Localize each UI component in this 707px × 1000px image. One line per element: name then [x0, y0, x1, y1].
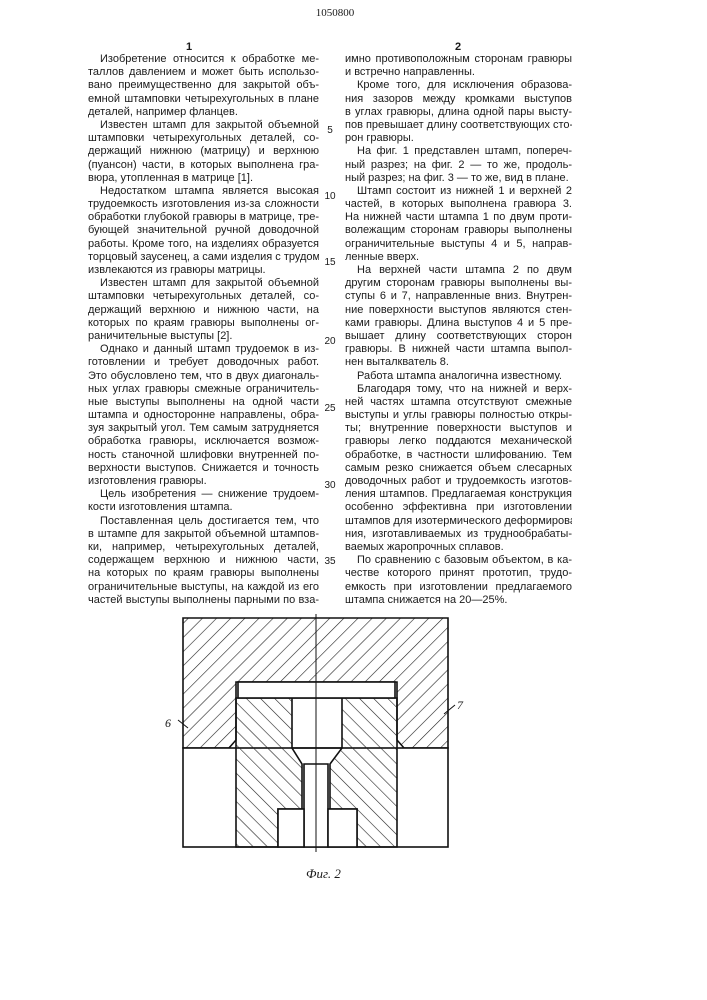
text-line: выступы и углы гравюры полностью откры-	[345, 409, 572, 422]
text-line: ней частях штампа отсутствуют смежные	[345, 396, 572, 409]
text-line: держащий нижнюю (матрицу) и верхнюю	[88, 145, 319, 158]
text-line: ления штампов. Предлагаемая конструкция	[345, 488, 572, 501]
text-line: емкость при изготовлении предлагаемого	[345, 581, 572, 594]
text-line: торцовый заусенец, а сами изделия с трудом	[88, 251, 319, 264]
text-line: обработка гравюры, исключается возмож-	[88, 435, 319, 448]
text-line: ленные вверх.	[345, 251, 572, 264]
text-line: Это обусловлено тем, что в двух диагональ-	[88, 370, 319, 383]
text-line: другим сторонам гравюры выполнены вы-	[345, 277, 572, 290]
label-7: 7	[457, 698, 463, 713]
text-line: таллов давлением и может быть использо-	[88, 66, 319, 79]
text-line: ные выступы выполнены на одной части	[88, 396, 319, 409]
text-line: раничительные выступы [2].	[88, 330, 319, 343]
text-line: Работа штампа аналогична известному.	[345, 370, 572, 383]
text-line: кости изготовления штампа.	[88, 501, 319, 514]
text-line: Поставленная цель достигается тем, что	[88, 515, 319, 528]
text-line: ваемых жаропрочных сплавов.	[345, 541, 572, 554]
text-line: ограничительные выступы, на каждой из его	[88, 581, 319, 594]
text-line: верхности выступов. Снижается и точность	[88, 462, 319, 475]
text-line: и встречно направленны.	[345, 66, 572, 79]
text-line: содержащем верхнюю и нижнюю части,	[88, 554, 319, 567]
figure-2-die-section	[150, 612, 470, 857]
column-number-left: 1	[186, 41, 192, 53]
text-line: На нижней части штампа 1 по двум проти-	[345, 211, 572, 224]
text-line: ность станочной шлифовки внутренней по-	[88, 449, 319, 462]
text-line: ограничительные выступы 4 и 5, направ-	[345, 238, 572, 251]
line-number: 35	[322, 556, 338, 567]
text-line: вюра, утопленная в матрице [1].	[88, 172, 319, 185]
text-line: волежащим сторонам гравюры выполнены	[345, 224, 572, 237]
text-line: вышает длину соответствующих сторон	[345, 330, 572, 343]
text-line: Благодаря тому, что на нижней и верх-	[345, 383, 572, 396]
text-line: вано преимущественно для закрытой объ-	[88, 79, 319, 92]
text-line: Цель изобретения — снижение трудоем-	[88, 488, 319, 501]
left-text-column	[88, 53, 319, 607]
text-line: нен выталкватель 8.	[345, 356, 572, 369]
text-line: честве которого принят прототип, трудо-	[345, 567, 572, 580]
text-line: обработке, в частности шлифованию. Тем	[345, 449, 572, 462]
text-line: гравюры легко поддаются механической	[345, 435, 572, 448]
text-line: штамповки четырехугольных деталей, со-	[88, 290, 319, 303]
line-number: 15	[322, 257, 338, 268]
text-line: Известен штамп для закрытой объемной	[88, 119, 319, 132]
text-line: штамповки четырехугольных деталей, со-	[88, 132, 319, 145]
text-line: бующей значительной ручной доводочной	[88, 224, 319, 237]
text-line: обработки глубокой гравюры в матрице, тре-	[88, 211, 319, 224]
text-line: штампа снижается на 20—25%.	[345, 594, 572, 607]
text-line: которых по краям гравюры выполнены ог-	[88, 317, 319, 330]
text-line: ками гравюры. Длина выступов 4 и 5 пре-	[345, 317, 572, 330]
text-line: извлекаются из гравюры матрицы.	[88, 264, 319, 277]
label-6: 6	[165, 716, 171, 731]
right-text-column	[345, 53, 572, 607]
text-line: на которых по краям гравюры выполнены	[88, 567, 319, 580]
text-line: ния зазоров между кромками выступов	[345, 93, 572, 106]
text-line: деталей, например фланцев.	[88, 106, 319, 119]
text-line: Недостатком штампа является высокая	[88, 185, 319, 198]
line-number: 10	[322, 191, 338, 202]
text-line: ных углах гравюры смежные ограничитель-	[88, 383, 319, 396]
text-line: самым резко снижается объем слесарных	[345, 462, 572, 475]
text-line: в углах гравюры, длина одной пары высту-	[345, 106, 572, 119]
text-line: доводочных работ и трудоемкость изготов-	[345, 475, 572, 488]
text-line: частей выступы выполнены парными по вза-	[88, 594, 319, 607]
text-line: ный разрез; на фиг. 3 — то же, вид в плане.	[345, 172, 572, 185]
text-line: пов превышает длину соответствующих сто-	[345, 119, 572, 132]
text-line: На верхней части штампа 2 по двум	[345, 264, 572, 277]
text-line: Известен штамп для закрытой объемной	[88, 277, 319, 290]
support-block	[278, 809, 304, 847]
line-number: 30	[322, 480, 338, 491]
text-line: Однако и данный штамп трудоемок в из-	[88, 343, 319, 356]
text-line: Штамп состоит из нижней 1 и верхней 2	[345, 185, 572, 198]
text-line: зуя закрытый угол. Тем самым затрудняется	[88, 422, 319, 435]
text-line: частей, в которых выполнена гравюра 3.	[345, 198, 572, 211]
text-line: трудоемкость изготовления из-за сложности	[88, 198, 319, 211]
text-line: ния, изготавливаемых из труднообрабаты-	[345, 528, 572, 541]
text-line: работы. Кроме того, на изделиях образуется	[88, 238, 319, 251]
figure-caption: Фиг. 2	[306, 866, 341, 882]
text-line: По сравнению с базовым объектом, в ка-	[345, 554, 572, 567]
text-line: (пуансон) части, в которых выполнена гра-	[88, 159, 319, 172]
text-line: готовлении и требует доводочных работ.	[88, 356, 319, 369]
text-line: имно противоположным сторонам гравюры	[345, 53, 572, 66]
text-line: штампа и односторонне направлены, обра-	[88, 409, 319, 422]
text-line: Кроме того, для исключения образова-	[345, 79, 572, 92]
text-line: ние поверхности выступов являются стен-	[345, 304, 572, 317]
line-number: 25	[322, 403, 338, 414]
column-number-right: 2	[455, 41, 461, 53]
support-block	[328, 809, 357, 847]
text-line: ты; внутренние поверхности выступов и	[345, 422, 572, 435]
text-line: гравюры. В нижней части штампа выпол-	[345, 343, 572, 356]
line-number: 20	[322, 336, 338, 347]
text-line: держащий верхнюю и нижнюю части, на	[88, 304, 319, 317]
text-line: емной штамповки четырехугольных в плане	[88, 93, 319, 106]
text-line: изготовления гравюры.	[88, 475, 319, 488]
text-line: особенно эффективна при изготовлении	[345, 501, 572, 514]
text-line: ки, например, четырехугольных деталей,	[88, 541, 319, 554]
text-line: в штампе для закрытой объемной штампов-	[88, 528, 319, 541]
text-line: Изобретение относится к обработке ме-	[88, 53, 319, 66]
text-line: рон гравюры.	[345, 132, 572, 145]
text-line: штампов для изотермического деформирова-	[345, 515, 572, 528]
text-line: ступы 6 и 7, направленные вниз. Внутрен-	[345, 290, 572, 303]
line-number: 5	[322, 125, 338, 136]
document-number: 1050800	[300, 7, 370, 19]
text-line: На фиг. 1 представлен штамп, попереч-	[345, 145, 572, 158]
text-line: ный разрез; на фиг. 2 — то же, продоль-	[345, 159, 572, 172]
